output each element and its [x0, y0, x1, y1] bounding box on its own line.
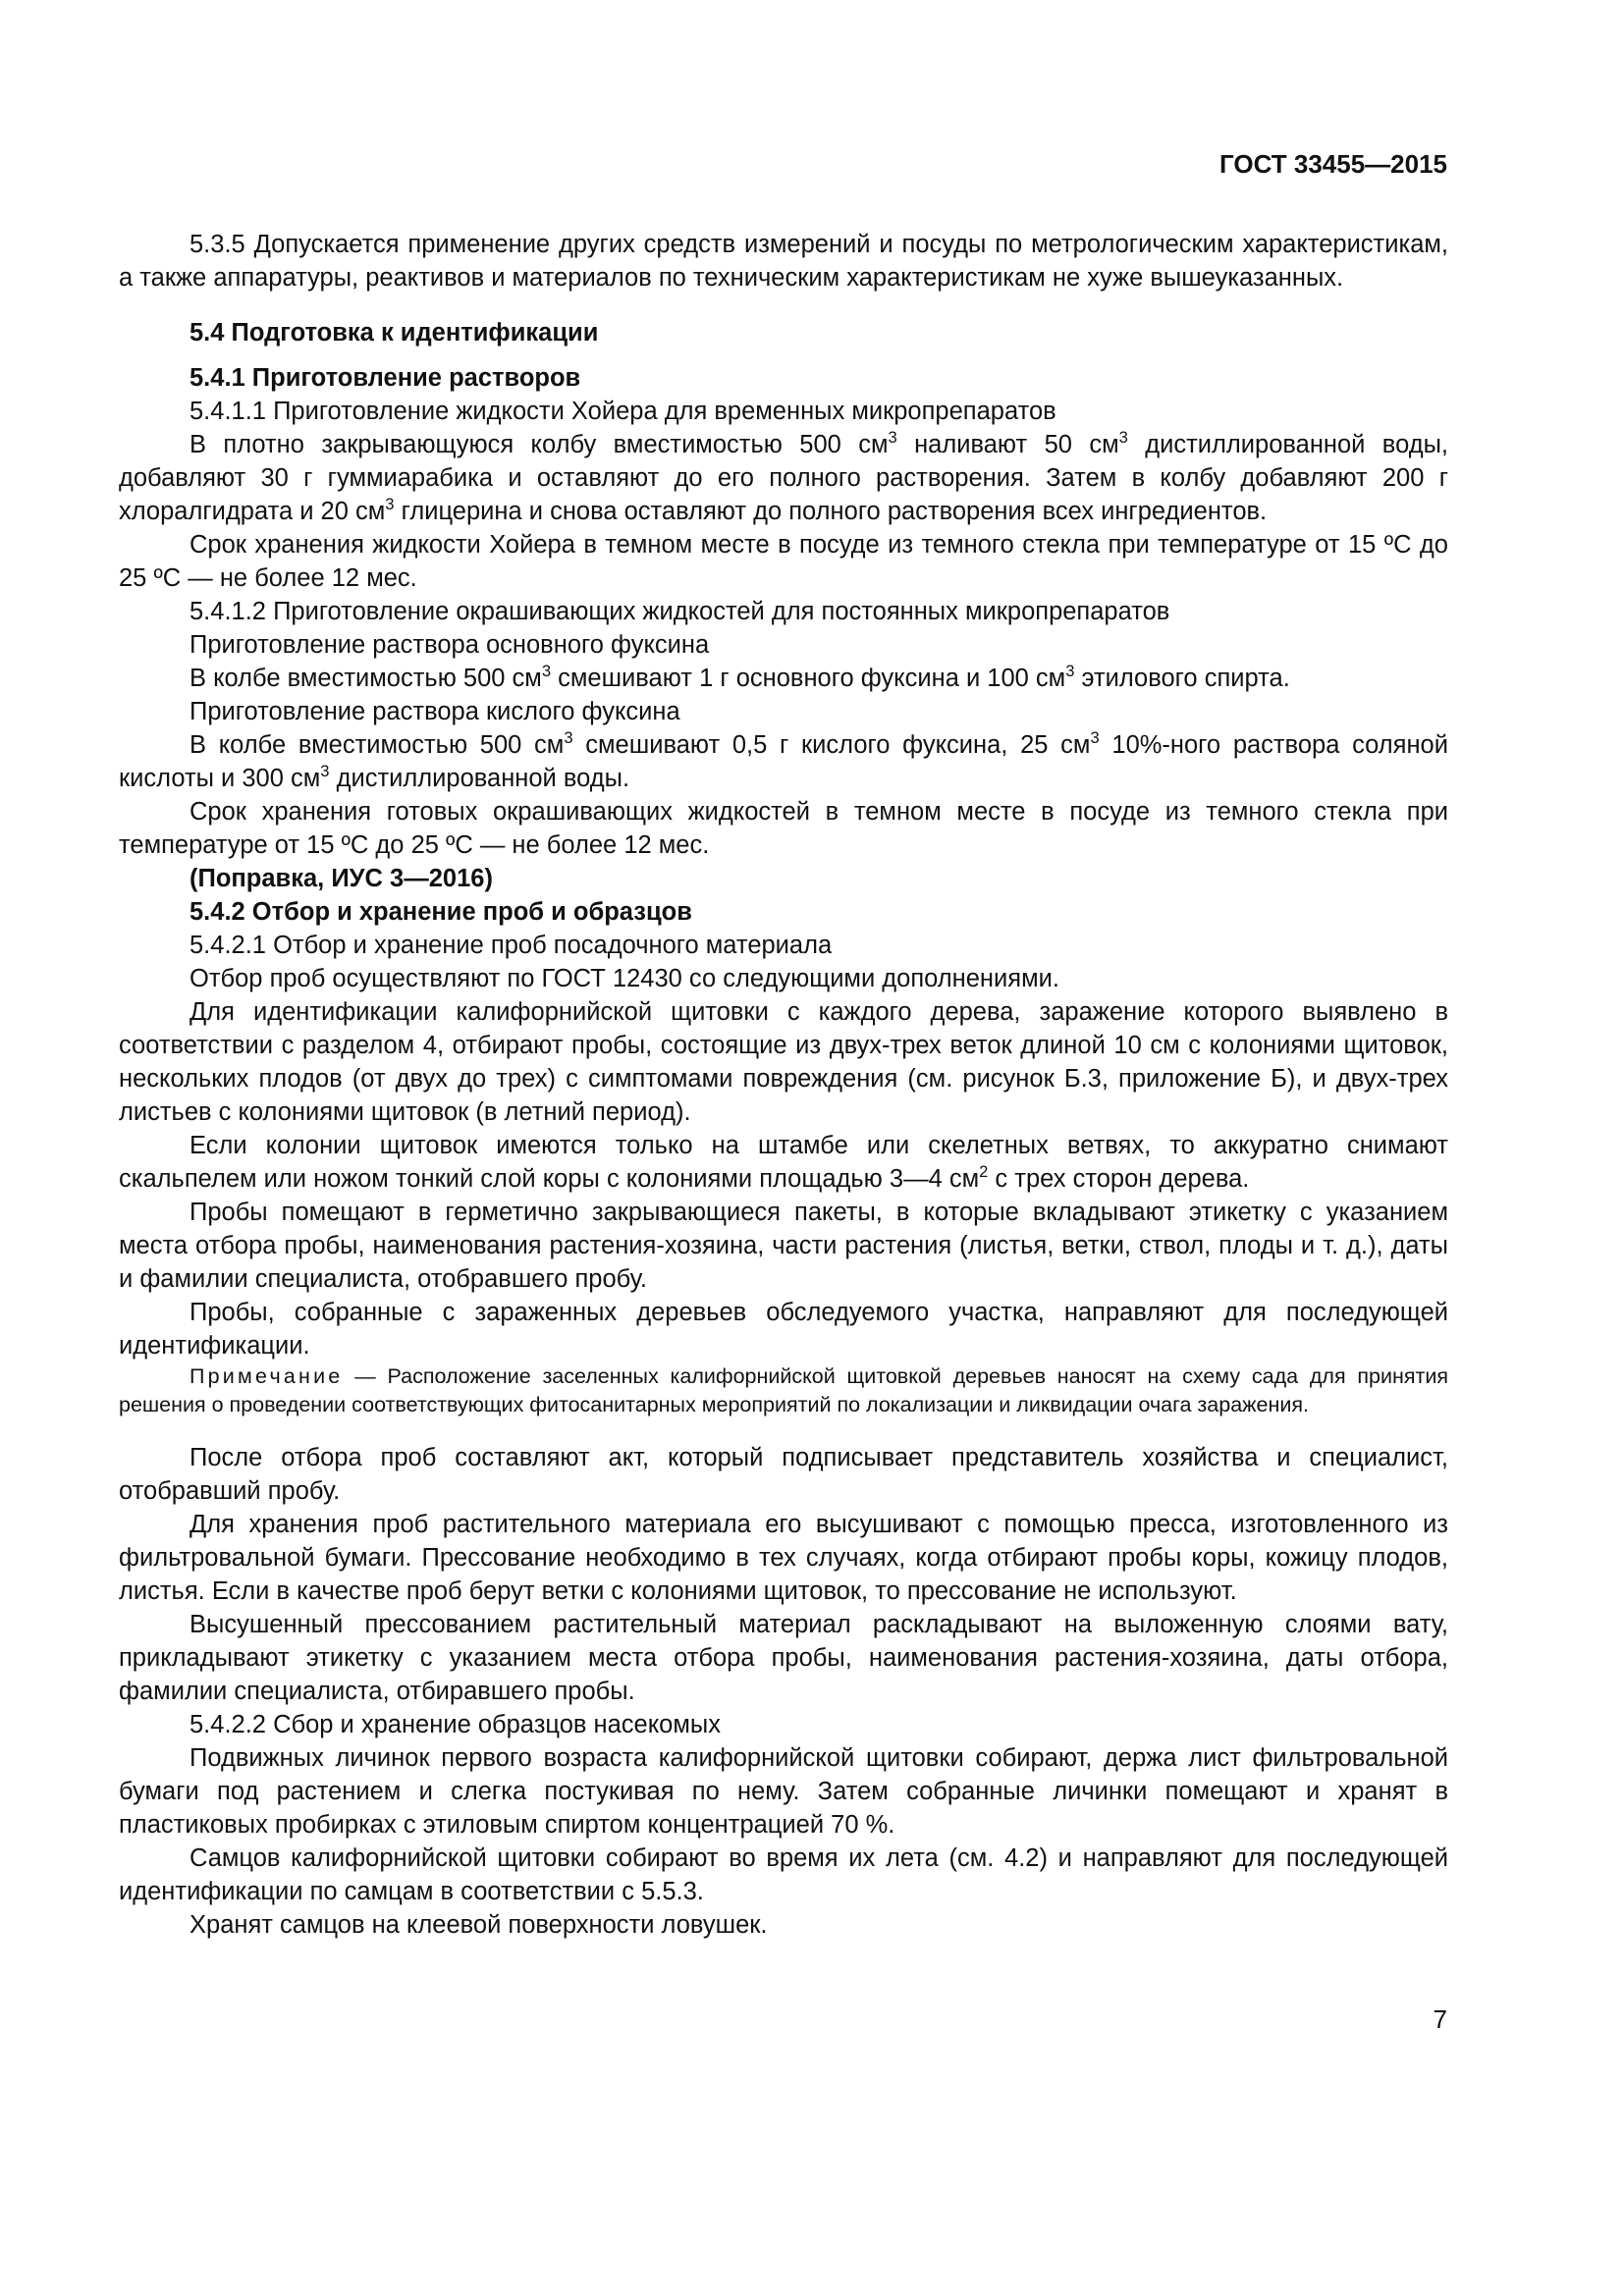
section-heading-5-4: 5.4 Подготовка к идентификации [189, 319, 599, 347]
paragraph-sample-packaging: Пробы помещают в герметично закрывающиеся пакеты, в которые вкладывают этикетку с указанием места отбора пробы, наименования растения-хозяина, части растения (листья, ветки, ствол, плоды и т. д.), даты и фамилии специалиста, отобравшего пробу. [119, 1199, 1448, 1293]
paragraph-hoyer-preparation: В плотно закрывающуюся колбу вместимостью 500 $см^3$ наливают 50 $см^3$ дистиллированной воды, добавляют 30 г гуммиарабика и оставляют до его полного растворения. Затем в колбу добавляют 200 г хлоралгидрата и 20 $см^3$ глицерина и снова оставляют до полного растворения всех ингредиентов. [119, 428, 1448, 525]
subsection-5-4-2-2: 5.4.2.2 Сбор и хранение образцов насекомых [189, 1711, 721, 1738]
subsection-heading-5-4-2: 5.4.2 Отбор и хранение проб и образцов [189, 898, 692, 926]
note-block [119, 1362, 1448, 1419]
paragraph-hoyer-storage: Срок хранения жидкости Хойера в темном месте в посуде из темного стекла при температуре от 15 ºС до 25 ºС — не более 12 мес. [119, 531, 1448, 592]
paragraph-male-storage: Хранят самцов на клеевой поверхности ловушек. [189, 1911, 768, 1939]
paragraph-acid-fuchsin: В колбе вместимостью 500 $см^3$ смешивают 0,5 г кислого фуксина, 25 $см^3$ 10%-ного раствора соляной кислоты и 300 $см^3$ дистиллированной воды. [119, 728, 1448, 792]
paragraph-dried-material: Высушенный прессованием растительный материал раскладывают на выложенную слоями вату, прикладывают этикетку с указанием места отбора пробы, наименования растения-хозяина, даты отбора, фамилии специалиста, отбиравшего пробы. [119, 1611, 1448, 1705]
paragraph-drying-press: Для хранения проб растительного материала его высушивают с помощью пресса, изготовленного из фильтровальной бумаги. Прессование необходимо в тех случаях, когда отбирают пробы коры, кожицу плодов, листья. Если в качестве проб берут ветки с колониями щитовок, то прессование не используют. [119, 1511, 1448, 1605]
paragraph-5-3-5: 5.3.5 Допускается применение других средств измерений и посуды по метрологическим характеристикам, а также аппаратуры, реактивов и материалов по техническим характеристикам не хуже вышеуказанных. [119, 231, 1448, 292]
paragraph-basic-fuchsin-title: Приготовление раствора основного фуксина [189, 631, 710, 659]
paragraph-sampling-act: После отбора проб составляют акт, который подписывает представитель хозяйства и специалист, отобравший пробу. [119, 1444, 1448, 1505]
amendment-note: (Поправка, ИУС 3—2016) [189, 865, 493, 892]
subsection-heading-5-4-1: 5.4.1 Приготовление растворов [189, 364, 581, 392]
paragraph-stain-storage: Срок хранения готовых окрашивающих жидкостей в темном месте в посуде из темного стекла при температуре от 15 ºС до 25 ºС — не более 12 мес. [119, 798, 1448, 859]
paragraph-larvae-collection: Подвижных личинок первого возраста калифорнийской щитовки собирают, держа лист фильтровальной бумаги под растением и слегка постукивая по нему. Затем собранные личинки помещают и хранят в пластиковых пробирках с этиловым спиртом концентрацией 70 %. [119, 1744, 1448, 1839]
paragraph-acid-fuchsin-title: Приготовление раствора кислого фуксина [189, 698, 680, 725]
page-number: 7 [1433, 2004, 1447, 2034]
paragraph-sampling-method: Для идентификации калифорнийской щитовки с каждого дерева, заражение которого выявлено в соответствии с разделом 4, отбирают пробы, состоящие из двух-трех веток длиной 10 см с колониями щитовок, нескольких плодов (от двух до трех) с симптомами повреждения (см. рисунок Б.3, приложение Б), и двух-трех листьев с колониями щитовок (в летний период). [119, 998, 1448, 1126]
paragraph-sampling-standard: Отбор проб осуществляют по ГОСТ 12430 со следующими дополнениями. [189, 965, 1059, 992]
note-text: — Расположение заселенных калифорнийской щитовкой деревьев наносят на схему сада для принятия решения о проведении соответствующих фитосанитарных мероприятий по локализации и ликвидации очага заражения. [119, 1364, 1448, 1416]
subsection-5-4-1-1: 5.4.1.1 Приготовление жидкости Хойера для временных микропрепаратов [189, 398, 1056, 425]
note-label: Примечание [189, 1364, 344, 1388]
document-body [119, 228, 1448, 1942]
subsection-5-4-2-1: 5.4.2.1 Отбор и хранение проб посадочного материала [189, 932, 833, 959]
paragraph-male-collection: Самцов калифорнийской щитовки собирают во время их лета (см. 4.2) и направляют для последующей идентификации по самцам в соответствии с 5.5.3. [119, 1844, 1448, 1905]
paragraph-basic-fuchsin: В колбе вместимостью 500 $см^3$ смешивают 1 г основного фуксина и 100 $см^3$ этилового спирта. [189, 662, 1290, 692]
paragraph-sample-dispatch: Пробы, собранные с зараженных деревьев обследуемого участка, направляют для последующей идентификации. [119, 1299, 1448, 1360]
document-header: ГОСТ 33455—2015 [1219, 149, 1447, 179]
paragraph-bark-sampling: Если колонии щитовок имеются только на штамбе или скелетных ветвях, то аккуратно снимают скальпелем или ножом тонкий слой коры с колониями площадью 3—4 $см^2$ с трех сторон дерева. [119, 1132, 1448, 1193]
subsection-5-4-1-2: 5.4.1.2 Приготовление окрашивающих жидкостей для постоянных микропрепаратов [189, 598, 1170, 625]
